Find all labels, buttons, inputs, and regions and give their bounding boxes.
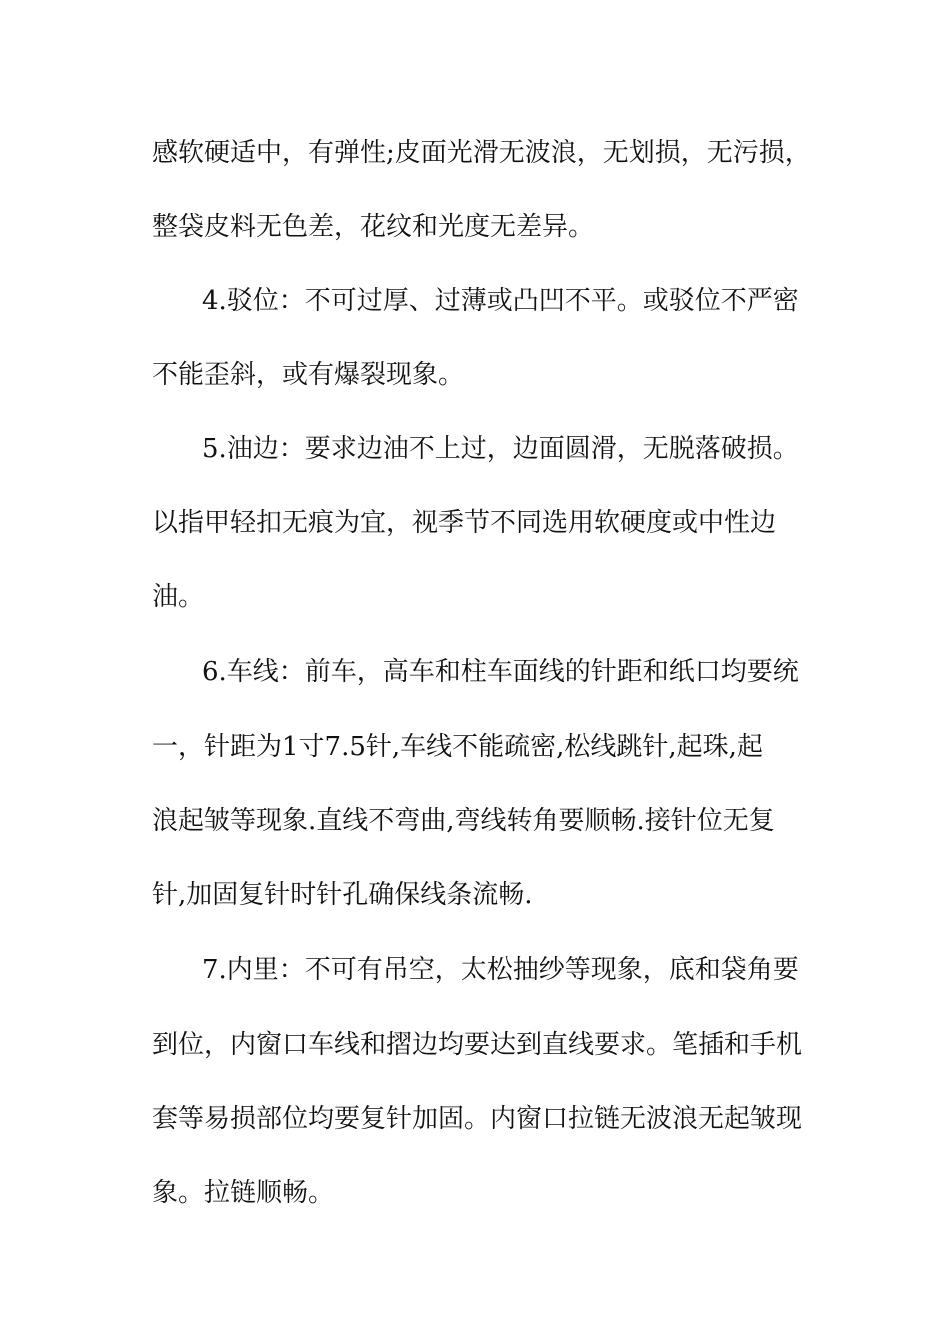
- section-6-heading-line: 6.车线：前车，高车和柱车面线的针距和纸口均要统: [202, 657, 799, 687]
- text-line-7: 油。: [152, 582, 205, 612]
- text-line-10: 浪起皱等现象.直线不弯曲,弯线转角要顺畅.接针位无复: [152, 806, 775, 836]
- section-5-heading-line: 5.油边：要求边油不上过，边面圆滑，无脱落破损。: [202, 434, 799, 464]
- text-line-13: 到位，内窗口车线和摺边均要达到直线要求。笔插和手机: [152, 1030, 803, 1060]
- text-line-1: 感软硬适中，有弹性;皮面光滑无波浪，无划损，无污损，: [152, 138, 811, 168]
- text-line-2: 整袋皮料无色差，花纹和光度无差异。: [152, 212, 595, 242]
- text-line-4: 不能歪斜，或有爆裂现象。: [152, 360, 465, 390]
- text-line-15: 象。拉链顺畅。: [152, 1178, 335, 1208]
- section-7-heading-line: 7.内里：不可有吊空，太松抽纱等现象，底和袋角要: [202, 955, 799, 985]
- text-line-9: 一，针距为1寸7.5针,车线不能疏密,松线跳针,起珠,起: [152, 732, 763, 762]
- text-line-11: 针,加固复针时针孔确保线条流畅.: [152, 880, 533, 910]
- text-line-14: 套等易损部位均要复针加固。内窗口拉链无波浪无起皱现: [152, 1104, 803, 1134]
- section-4-heading-line: 4.驳位：不可过厚、过薄或凸凹不平。或驳位不严密: [202, 286, 799, 316]
- text-line-6: 以指甲轻扣无痕为宜，视季节不同选用软硬度或中性边: [152, 508, 777, 538]
